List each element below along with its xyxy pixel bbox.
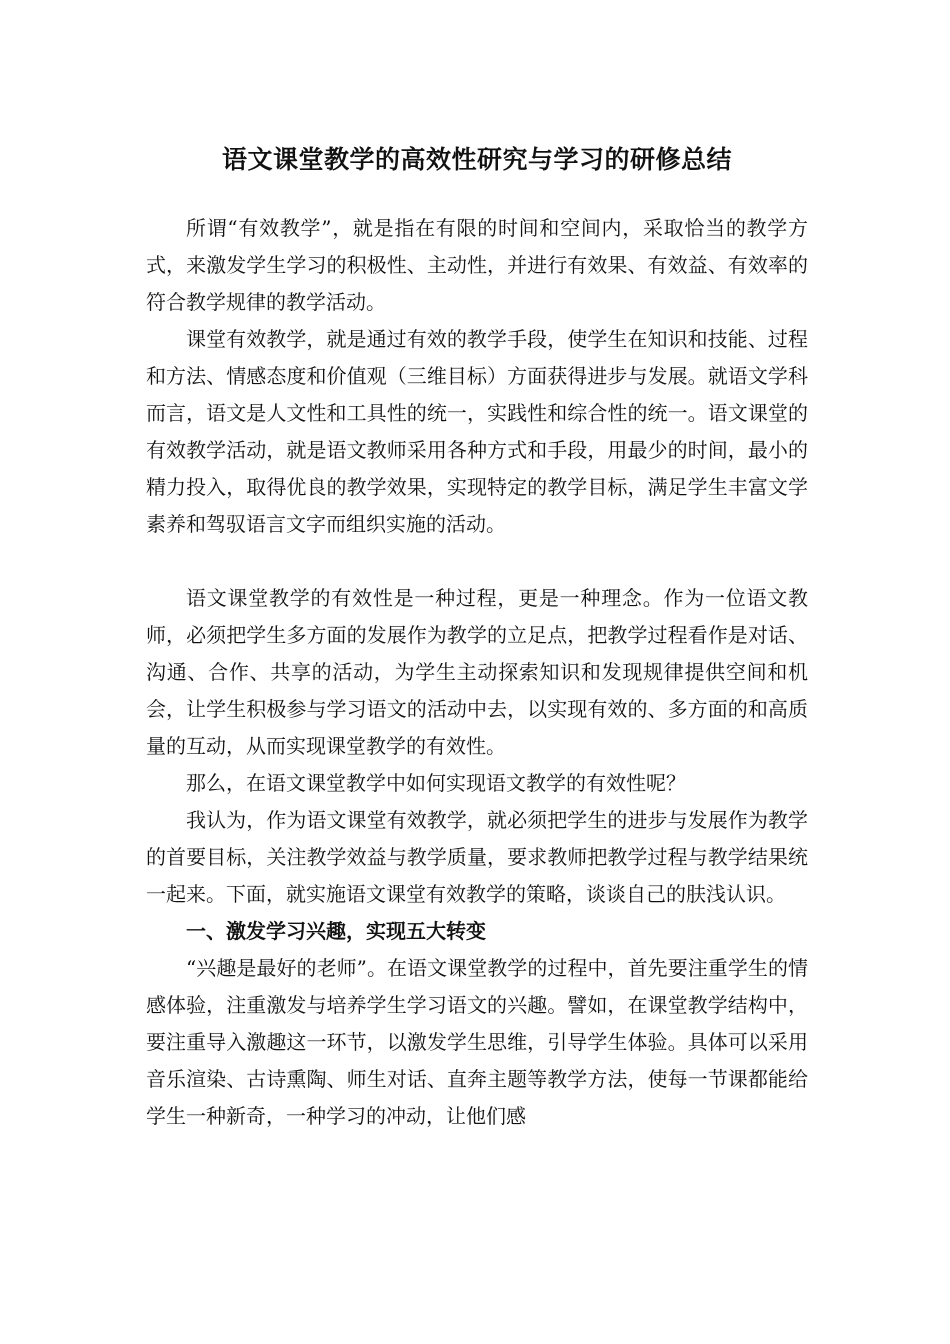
paragraph-classroom-effective-teaching: 课堂有效教学，就是通过有效的教学手段，使学生在知识和技能、过程和方法、情感态度和价值观（三维目标）方面获得进步与发展。就语文学科而言，语文是人文性和工具性的统一，实践性和综合性的统一。语文课堂的有效教学活动，就是语文教师采用各种方式和手段，用最少的时间，最小的精力投入，取得优良的教学效果，实现特定的教学目标，满足学生丰富文学素养和驾驭语言文字而组织实施的活动。 (146, 327, 808, 536)
section-heading: 一、激发学习兴趣，实现五大转变 (186, 919, 486, 943)
paragraph-question: 那么，在语文课堂教学中如何实现语文教学的有效性呢？ (186, 771, 686, 795)
paragraph-interest: “兴趣是最好的老师”。在语文课堂教学的过程中，首先要注重学生的情感体验，注重激发与培养学生学习语文的兴趣。譬如，在课堂教学结构中，要注重导入激趣这一环节，以激发学生思维，引导学生体验。具体可以采用音乐渲染、古诗熏陶、师生对话、直奔主题等教学方法，使每一节课都能给学生一种新奇，一种学习的冲动，让他们感 (146, 956, 808, 1128)
paragraph-effective-teaching-definition: 所谓“有效教学”，就是指在有限的时间和空间内，采取恰当的教学方式，来激发学生学习的积极性、主动性，并进行有效果、有效益、有效率的符合教学规律的教学活动。 (146, 216, 808, 314)
paragraph-author-view: 我认为，作为语文课堂有效教学，就必须把学生的进步与发展作为教学的首要目标，关注教学效益与教学质量，要求教师把教学过程与教学结果统一起来。下面，就实施语文课堂有效教学的策略，谈谈自己的肤浅认识。 (146, 808, 808, 906)
document-title: 语文课堂教学的高效性研究与学习的研修总结 (221, 145, 732, 174)
document-page (146, 140, 808, 1135)
paragraph-effectiveness-process: 语文课堂教学的有效性是一种过程，更是一种理念。作为一位语文教师，必须把学生多方面的发展作为教学的立足点，把教学过程看作是对话、沟通、合作、共享的活动，为学生主动探索知识和发现规律提供空间和机会，让学生积极参与学习语文的活动中去，以实现有效的、多方面的和高质量的互动，从而实现课堂教学的有效性。 (146, 586, 808, 758)
